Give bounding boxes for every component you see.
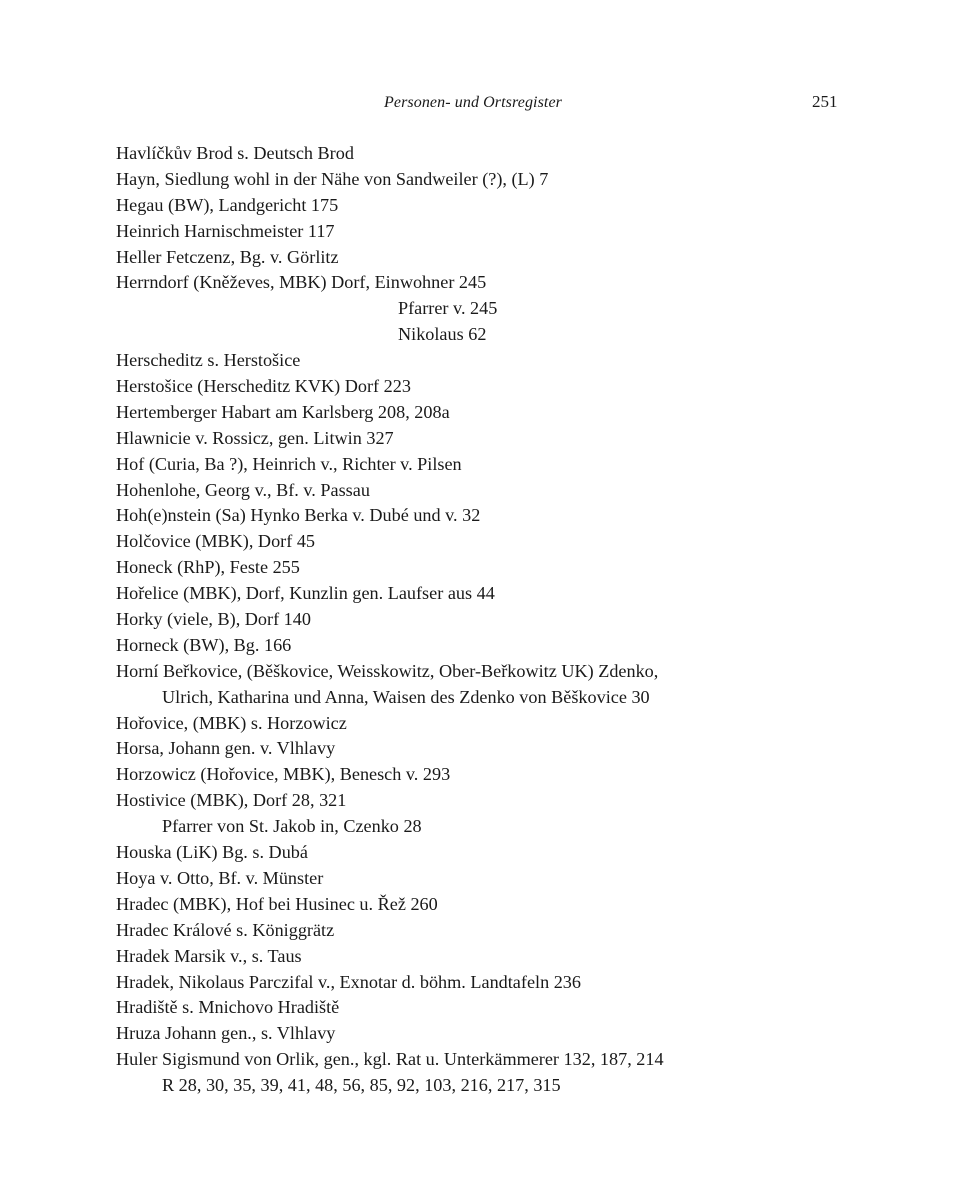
running-header <box>0 94 960 118</box>
register-entry: Heller Fetczenz, Bg. v. Görlitz <box>116 246 339 267</box>
register-entry: Hradek, Nikolaus Parczifal v., Exnotar d. böhm. Landtafeln 236 <box>116 971 581 992</box>
register-entry: Hradiště s. Mnichovo Hradiště <box>116 997 340 1018</box>
register-entry: Hradek Marsik v., s. Taus <box>116 945 302 966</box>
register-entry: Hlawnicie v. Rossicz, gen. Litwin 327 <box>116 427 394 448</box>
register-entry: Horneck (BW), Bg. 166 <box>116 634 292 655</box>
register-entry: Hradec (MBK), Hof bei Husinec u. Řež 260 <box>116 893 438 914</box>
running-title: Personen- und Ortsregister <box>384 94 562 111</box>
register-entry: Houska (LiK) Bg. s. Dubá <box>116 842 308 863</box>
register-entry: Herrndorf (Kněževes, MBK) Dorf, Einwohner 245 <box>116 272 487 293</box>
register-entry: Hořovice, (MBK) s. Horzowicz <box>116 712 347 733</box>
register-entry-subline: Ulrich, Katharina und Anna, Waisen des Zdenko von Běškovice 30 <box>162 686 650 707</box>
register-entry: Horzowicz (Hořovice, MBK), Benesch v. 293 <box>116 764 451 785</box>
register-entry: Hruza Johann gen., s. Vlhlavy <box>116 1023 336 1044</box>
register-entry: Hegau (BW), Landgericht 175 <box>116 194 339 215</box>
register-entry: Hertemberger Habart am Karlsberg 208, 208a <box>116 401 450 422</box>
register-entry: Hayn, Siedlung wohl in der Nähe von Sandweiler (?), (L) 7 <box>116 168 549 189</box>
register-entry: Hořelice (MBK), Dorf, Kunzlin gen. Laufser aus 44 <box>116 583 495 604</box>
page-number: 251 <box>812 92 838 111</box>
register-entry-subline: Pfarrer v. 245 <box>398 298 498 319</box>
register-entries <box>116 141 836 1099</box>
register-entry: Hostivice (MBK), Dorf 28, 321 <box>116 790 347 811</box>
register-entry: Holčovice (MBK), Dorf 45 <box>116 531 316 552</box>
register-entry: Hradec Králové s. Königgrätz <box>116 919 335 940</box>
register-entry-subline: Pfarrer von St. Jakob in, Czenko 28 <box>162 816 422 837</box>
register-entry: Hoya v. Otto, Bf. v. Münster <box>116 867 324 888</box>
register-entry-subline: Nikolaus 62 <box>398 324 487 345</box>
register-entry-subline: R 28, 30, 35, 39, 41, 48, 56, 85, 92, 103, 216, 217, 315 <box>162 1075 561 1096</box>
register-entry: Herstošice (Herscheditz KVK) Dorf 223 <box>116 376 411 397</box>
register-entry: Havlíčkův Brod s. Deutsch Brod <box>116 143 354 163</box>
register-entry: Honeck (RhP), Feste 255 <box>116 557 300 578</box>
register-entry: Hoh(e)nstein (Sa) Hynko Berka v. Dubé und v. 32 <box>116 505 481 526</box>
register-entry: Heinrich Harnischmeister 117 <box>116 220 335 241</box>
register-entry: Hohenlohe, Georg v., Bf. v. Passau <box>116 479 370 500</box>
register-entry: Horní Beřkovice, (Běškovice, Weisskowitz, Ober-Beřkowitz UK) Zdenko, <box>116 660 659 681</box>
register-entry: Herscheditz s. Herstošice <box>116 350 301 371</box>
register-entry: Horsa, Johann gen. v. Vlhlavy <box>116 738 336 759</box>
register-entry: Huler Sigismund von Orlik, gen., kgl. Rat u. Unterkämmerer 132, 187, 214 <box>116 1049 664 1070</box>
register-entry: Hof (Curia, Ba ?), Heinrich v., Richter v. Pilsen <box>116 453 462 474</box>
register-entry: Horky (viele, B), Dorf 140 <box>116 609 311 630</box>
